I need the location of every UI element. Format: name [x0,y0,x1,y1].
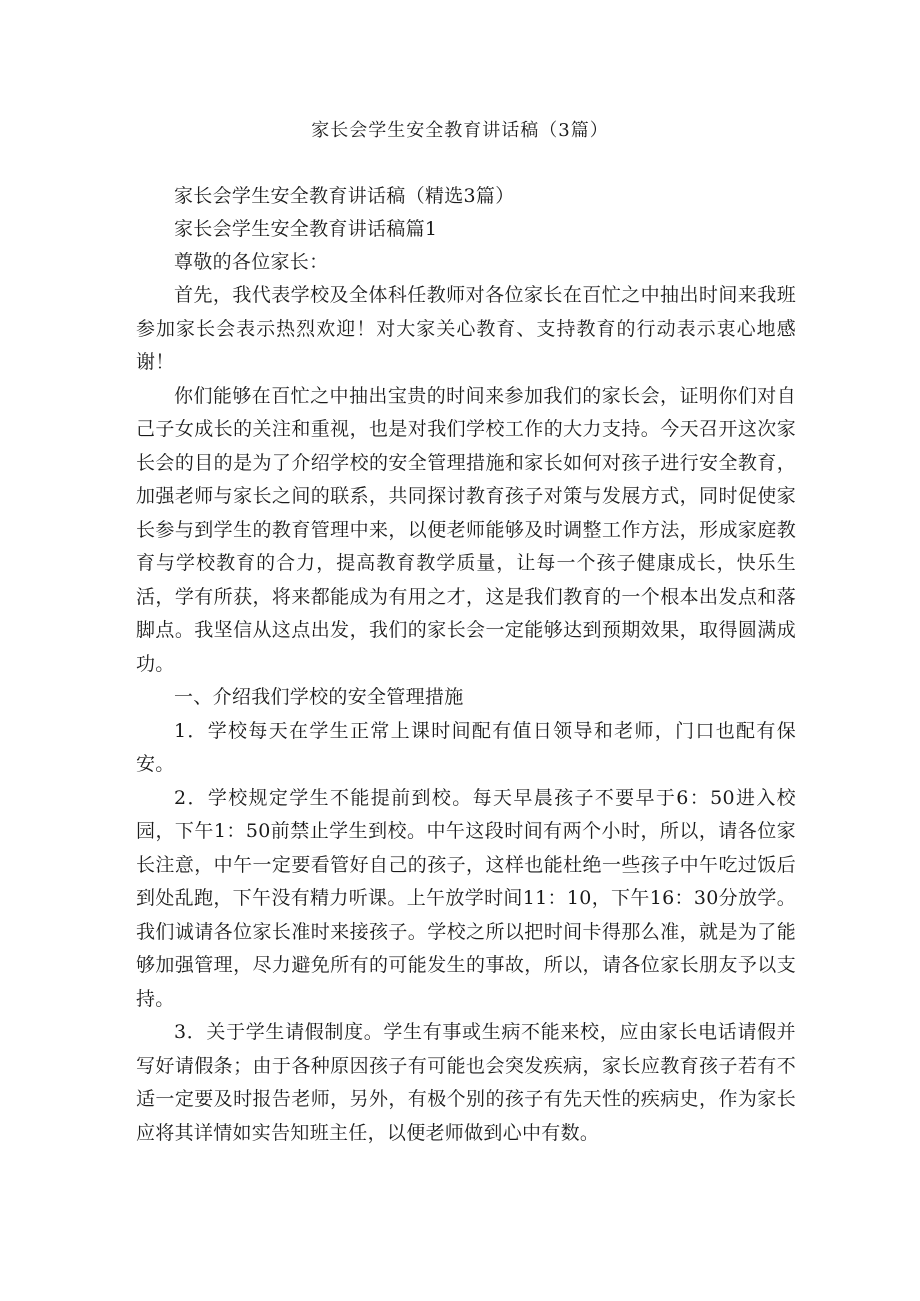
section-heading-paragraph: 家长会学生安全教育讲话稿篇1 [174,218,438,240]
document-title: 家长会学生安全教育讲话稿（3篇） [311,120,609,141]
subtitle-paragraph: 家长会学生安全教育讲话稿（精选3篇） [174,185,515,207]
purpose-paragraph: 你们能够在百忙之中抽出宝贵的时间来参加我们的家长会，证明你们对自己子女成长的关注和重视，也是对我们学校工作的大力支持。今天召开这次家长会的目的是为了介绍学校的安全管理措施和家长如何对孩子进行安全教育，加强老师与家长之间的联系，共同探讨教育孩子对策与发展方式，同时促使家长参与到学生的教育管理中来，以便老师能够及时调整工作方法，形成家庭教育与学校教育的合力，提高教育教学质量，让每一个孩子健康成长，快乐生活，学有所获，将来都能成为有用之才，这是我们教育的一个根本出发点和落脚点。我坚信从这点出发，我们的家长会一定能够达到预期效果，取得圆满成功。 [136,384,796,675]
salutation-paragraph: 尊敬的各位家长： [174,251,329,273]
measure-1-paragraph: 1．学校每天在学生正常上课时间配有值日领导和老师，门口也配有保安。 [136,719,796,775]
document-body [136,180,796,1150]
welcome-paragraph: 首先，我代表学校及全体科任教师对各位家长在百忙之中抽出时间来我班参加家长会表示热烈欢迎！对大家关心教育、支持教育的行动表示衷心地感谢！ [136,284,796,373]
measure-3-paragraph: 3．关于学生请假制度。学生有事或生病不能来校，应由家长电话请假并写好请假条；由于各种原因孩子有可能也会突发疾病，家长应教育孩子若有不适一定要及时报告老师，另外，有极个别的孩子有先天性的疾病史，作为家长应将其详情如实告知班主任，以便老师做到心中有数。 [136,1021,796,1144]
measures-heading-paragraph: 一、介绍我们学校的安全管理措施 [174,686,464,708]
measure-2-paragraph: 2．学校规定学生不能提前到校。每天早晨孩子不要早于6：50进入校园，下午1：50前禁止学生到校。中午这段时间有两个小时，所以，请各位家长注意，中午一定要看管好自己的孩子，这样也能杜绝一些孩子中午吃过饭后到处乱跑，下午没有精力听课。上午放学时间11：10，下午16：30分放学。我们诚请各位家长准时来接孩子。学校之所以把时间卡得那么准，就是为了能够加强管理，尽力避免所有的可能发生的事故，所以，请各位家长朋友予以支持。 [136,786,796,1010]
